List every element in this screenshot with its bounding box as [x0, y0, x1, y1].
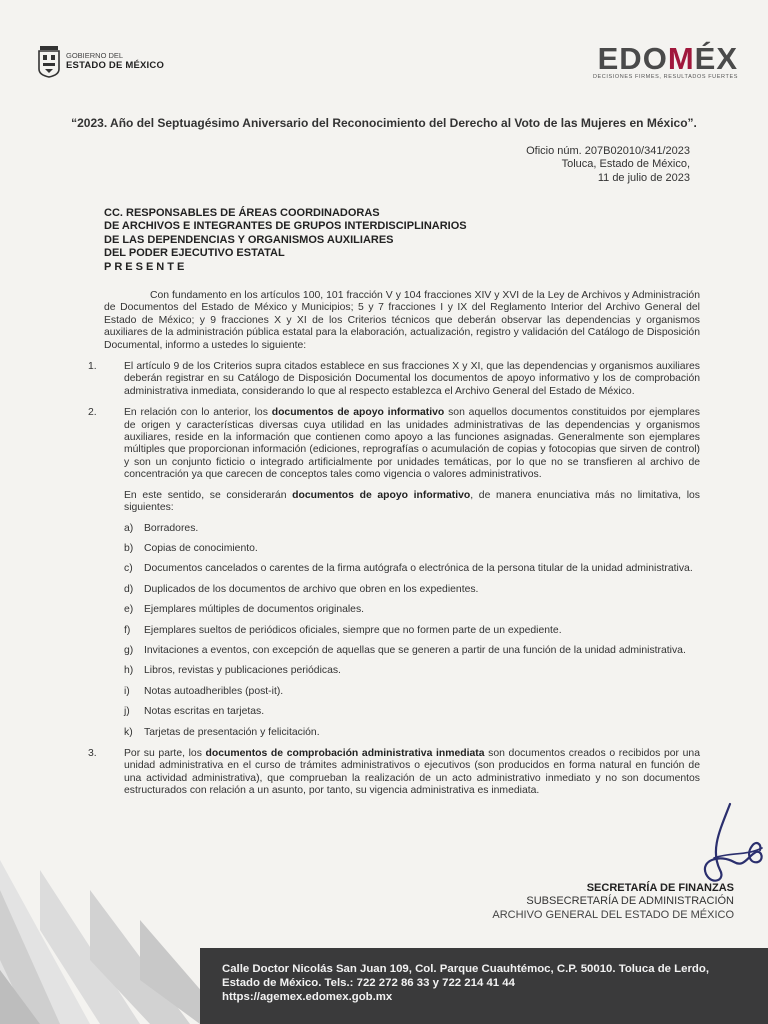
point-1-number: 1. [88, 361, 97, 373]
oficio-number: Oficio núm. 207B02010/341/2023 [526, 145, 690, 157]
brand-mark: M [667, 41, 695, 76]
addressee-block [104, 207, 467, 274]
year-motto: “2023. Año del Septuagésimo Aniversario del Reconocimiento del Derecho al Voto de las Mujeres en México”. [71, 116, 697, 130]
signature-archivo: ARCHIVO GENERAL DEL ESTADO DE MÉXICO [492, 908, 734, 921]
point-2-cont-bold: documentos de apoyo informativo [292, 489, 471, 501]
footer-address: Calle Doctor Nicolás San Juan 109, Col. Parque Cuauhtémoc, C.P. 50010. Toluca de Lerdo, [222, 963, 709, 975]
list-item-text: Libros, revistas y publicaciones periódicas. [144, 665, 341, 677]
list-item-letter: a) [124, 522, 134, 534]
list-item-letter: d) [124, 583, 134, 595]
list-item [124, 645, 700, 657]
list-item-text: Notas escritas en tarjetas. [144, 706, 265, 718]
point-2-bold: documentos de apoyo informativo [271, 407, 445, 419]
list-item-text: Copias de conocimiento. [144, 542, 258, 554]
brand-tagline: DECISIONES FIRMES, RESULTADOS FUERTES [592, 74, 738, 80]
list-item-letter: e) [124, 604, 134, 616]
footer-bar [200, 948, 768, 1024]
signature-block [492, 882, 734, 922]
footer-website-link[interactable]: https://agemex.edomex.gob.mx [222, 991, 393, 1003]
handwritten-signature [690, 800, 768, 890]
point-3 [88, 747, 700, 798]
point-2-continuation [104, 490, 700, 515]
list-item-text: Tarjetas de presentación y felicitación. [144, 726, 320, 738]
list-item [124, 727, 700, 739]
list-item [124, 604, 700, 616]
point-1 [88, 361, 700, 398]
place: Toluca, Estado de México, [561, 158, 690, 171]
addressee-line4: DEL PODER EJECUTIVO ESTATAL [104, 247, 285, 260]
state-seal-icon [36, 44, 62, 78]
list-item-text: Notas autoadheribles (post-it). [144, 685, 284, 697]
gov-label-line1: GOBIERNO DEL [66, 51, 124, 60]
point-2-cont-b: , de manera enunciativa más no limitativa, los siguientes: [124, 489, 700, 514]
point-2-text-b: son aquellos documentos constituidos por ejemplares de origen y características diversas cuya utilidad en las unidades administrativas de las dependencias y organismos auxiliares, reside en la información que contienen como apoyo a las funciones asignadas. Generalmente son ejemplares múltiples que proporcionan información (ediciones, reprografías o acumulación de copias y fotocopias que sirven de control) y son un conjunto ficticio o integrado artificialmente por unidades temáticas, por lo que no se transfieren al archivo de concentración ya que carecen de conceptos tales como vigencia o valores administrativos. [124, 407, 700, 481]
point-2-text-a: En relación con lo anterior, los [124, 407, 272, 419]
footer-phones: Estado de México. Tels.: 722 272 86 33 y 722 214 41 44 [222, 977, 515, 989]
list-item-letter: f) [124, 624, 131, 636]
point-2-cont-a: En este sentido, se considerarán [124, 489, 293, 501]
list-item-letter: i) [124, 685, 130, 697]
addressee-line2: DE ARCHIVOS E INTEGRANTES DE GRUPOS INTERDISCIPLINARIOS [104, 220, 467, 233]
addressee-line3: DE LAS DEPENDENCIAS Y ORGANISMOS AUXILIARES [104, 233, 394, 246]
date: 11 de julio de 2023 [597, 171, 690, 184]
intro-paragraph: Con fundamento en los artículos 100, 101 fracción V y 104 fracciones XIV y XVI de la Ley de Archivos y Administración de Documentos del Estado de México y Municipios; 5 y 7 fracciones I y IX del Reglamento Interior del Archivo General del Estado de México; y 9 fracciones X y XI de los Criterios técnicos que deberán observar las dependencias y organismos auxiliares de la administración pública estatal para la elaboración, actualización, registro y validación del Catálogo de Disposición Documental, informo a ustedes lo siguiente: [104, 290, 700, 351]
signature-secretaria: SECRETARÍA DE FINANZAS [586, 882, 734, 894]
brand-suffix: ÉX [694, 41, 738, 76]
point-3-bold: documentos de comprobación administrativa inmediata [205, 747, 485, 759]
list-item-text: Borradores. [144, 522, 199, 534]
list-item-text: Ejemplares sueltos de periódicos oficiales, siempre que no formen parte de un expediente. [144, 624, 562, 636]
list-item-text: Invitaciones a eventos, con excepción de aquellas que se generen a partir de una función de la unidad administrativa. [144, 644, 686, 656]
point-3-text-b: son documentos creados o recibidos por una unidad administrativa en el curso de trámites administrativos o ejecutivos (son producidos en forma natural en función de una actividad administrativa), que comprueban la realización de un acto administrativo inmediato y no son documentos estructurados con relación a un asunto, por tanto, su vigencia administrativa es inmediata. [124, 747, 700, 797]
reference-block [526, 145, 690, 185]
government-logo [36, 44, 164, 78]
list-item-letter: b) [124, 542, 134, 554]
letter-body [88, 290, 700, 798]
list-item [124, 523, 700, 535]
list-item [124, 543, 700, 555]
list-item [124, 686, 700, 698]
point-3-number: 3. [88, 747, 97, 759]
footer-text [222, 962, 709, 1004]
point-1-text: El artículo 9 de los Criterios supra citados establece en sus fracciones X y XI, que las dependencias y organismos auxiliares deberán registrar en su Catálogo de Disposición Documental los documentos de apoyo informativo y los de comprobación administrativa inmediata, considerando lo que al respecto establezca el Archivo General del Estado de México. [124, 361, 700, 397]
decorative-chevrons-icon [0, 850, 230, 1024]
list-item-letter: g) [124, 644, 134, 656]
items-list [104, 523, 700, 739]
point-2 [88, 407, 700, 481]
addressee-presente: PRESENTE [104, 260, 188, 273]
point-2-number: 2. [88, 407, 97, 419]
edomex-logo [593, 42, 738, 80]
gov-label-line2: ESTADO DE MÉXICO [66, 60, 165, 71]
list-item [124, 625, 700, 637]
list-item-letter: c) [124, 563, 133, 575]
addressee-line1: CC. RESPONSABLES DE ÁREAS COORDINADORAS [104, 207, 380, 219]
list-item [124, 706, 700, 718]
list-item-letter: k) [124, 726, 133, 738]
list-item-letter: j) [124, 706, 130, 718]
brand-prefix: EDO [597, 41, 668, 76]
list-item-text: Documentos cancelados o carentes de la firma autógrafa o electrónica de la persona titular de la unidad administrativa. [144, 563, 693, 575]
point-3-text-a: Por su parte, los [124, 747, 206, 759]
list-item-text: Duplicados de los documentos de archivo que obren en los expedientes. [144, 583, 479, 595]
signature-subsecretaria: SUBSECRETARÍA DE ADMINISTRACIÓN [526, 895, 734, 908]
list-item [124, 665, 700, 677]
list-item-text: Ejemplares múltiples de documentos originales. [144, 604, 365, 616]
list-item-letter: h) [124, 665, 134, 677]
list-item [124, 584, 700, 596]
list-item [124, 563, 700, 575]
